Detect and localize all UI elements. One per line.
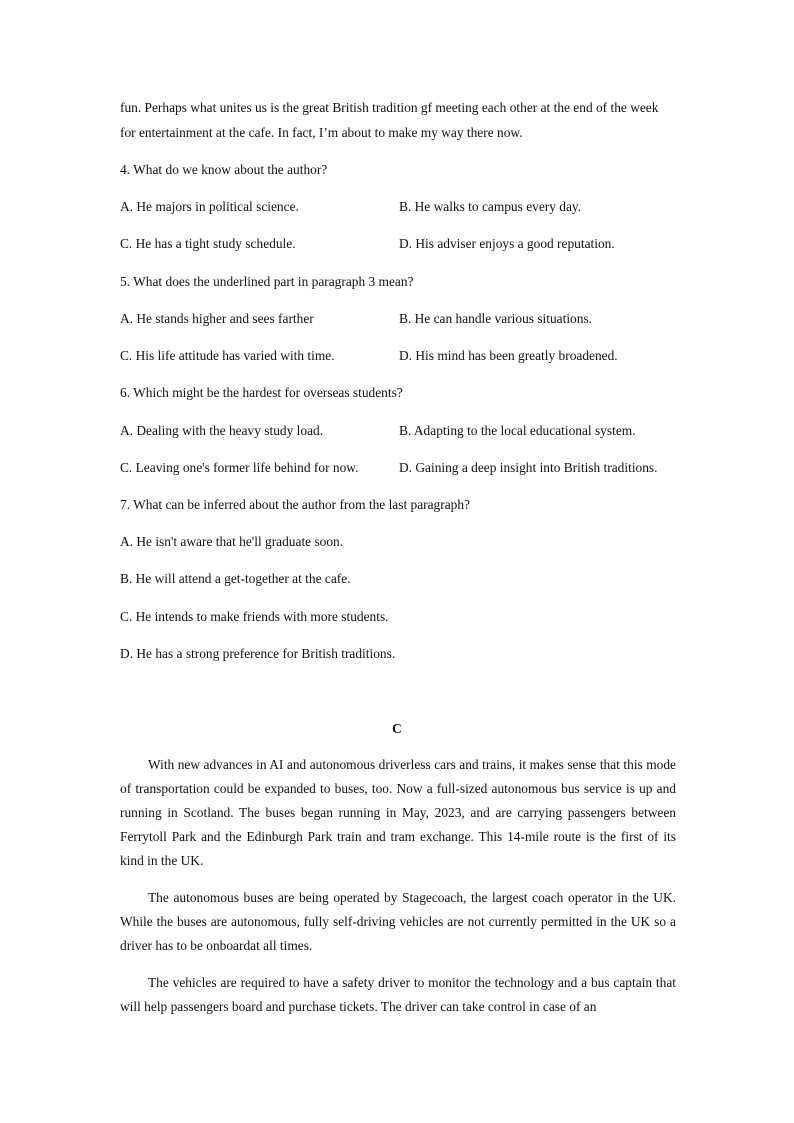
question-6-option-a: A. Dealing with the heavy study load. (120, 423, 324, 438)
section-c-paragraph-3: The vehicles are required to have a safety driver to monitor the technology and a bus captain that will help passengers board and purchase tickets. The driver can take control in case of an (120, 975, 676, 1014)
question-7-option-d: D. He has a strong preference for British traditions. (120, 646, 396, 661)
question-4-option-a: A. He majors in political science. (120, 199, 299, 214)
question-5-option-b: B. He can handle various situations. (399, 311, 593, 326)
section-c-paragraph-1: With new advances in AI and autonomous driverless cars and trains, it makes sense that this mode of transportation could be expanded to buses, too. Now a full-sized autonomous bus service is up and running in Scotland. The buses began running in May, 2023, and are carrying passengers between Ferrytoll Park and the Edinburgh Park train and tram exchange. This 14-mile route is the first of its kind in the UK. (120, 757, 676, 868)
section-c-paragraph-2: The autonomous buses are being operated by Stagecoach, the largest coach operator in the UK. While the buses are autonomous, fully self-driving vehicles are not currently permitted in the UK so a driver has to be onboardat all times. (120, 890, 676, 953)
question-4-option-c: C. He has a tight study schedule. (120, 236, 296, 251)
question-7-option-c: C. He intends to make friends with more students. (120, 609, 389, 624)
intro-line-2: for entertainment at the cafe. In fact, I’m about to make my way there now. (120, 125, 523, 140)
question-4-option-b: B. He walks to campus every day. (399, 199, 582, 214)
section-c-heading: C (392, 721, 402, 736)
question-5-option-c: C. His life attitude has varied with time. (120, 348, 335, 363)
intro-line-1: fun. Perhaps what unites us is the great British tradition gf meeting each other at the end of the week (120, 100, 659, 115)
question-5-option-a: A. He stands higher and sees farther (120, 311, 314, 326)
question-6-option-d: D. Gaining a deep insight into British traditions. (399, 460, 658, 475)
question-4-stem: 4. What do we know about the author? (120, 162, 328, 177)
question-6-stem: 6. Which might be the hardest for overseas students? (120, 385, 403, 400)
question-5-stem: 5. What does the underlined part in paragraph 3 mean? (120, 274, 414, 289)
question-7-stem: 7. What can be inferred about the author from the last paragraph? (120, 497, 470, 512)
question-7-option-a: A. He isn't aware that he'll graduate soon. (120, 534, 344, 549)
question-7-option-b: B. He will attend a get-together at the cafe. (120, 571, 351, 586)
question-6-option-b: B. Adapting to the local educational system. (399, 423, 636, 438)
question-4-option-d: D. His adviser enjoys a good reputation. (399, 236, 615, 251)
question-6-option-c: C. Leaving one's former life behind for now. (120, 460, 359, 475)
question-5-option-d: D. His mind has been greatly broadened. (399, 348, 618, 363)
